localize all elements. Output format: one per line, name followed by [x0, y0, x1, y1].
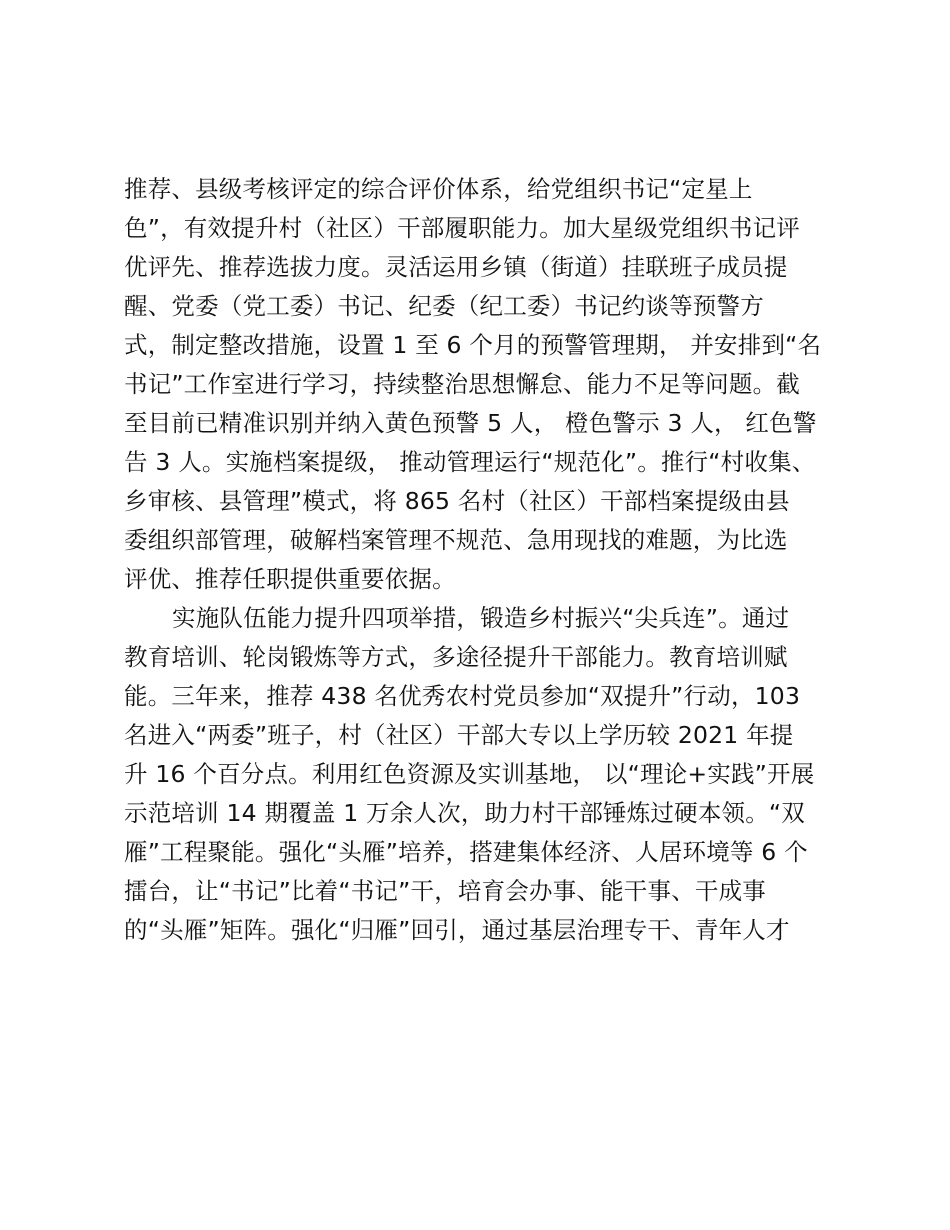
- text-line: 评优、推荐任职提供重要依据。: [124, 565, 456, 593]
- text-line: 色”，有效提升村（社区）干部履职能力。加大星级党组织书记评: [124, 214, 800, 242]
- text-line: 至目前已精准识别并纳入黄色预警 5 人， 橙色警示 3 人， 红色警: [124, 409, 817, 437]
- text-line: 名进入“两委”班子，村（社区）干部大专以上学历较 2021 年提: [124, 721, 794, 749]
- text-line: 告 3 人。实施档案提级， 推动管理运行“规范化”。推行“村收集、: [124, 448, 816, 476]
- text-line: 醒、党委（党工委）书记、纪委（纪工委）书记约谈等预警方: [124, 292, 764, 320]
- text-line: 雁”工程聚能。强化“头雁”培养，搭建集体经济、人居环境等 6 个: [124, 838, 808, 866]
- text-line: 乡审核、县管理”模式，将 865 名村（社区）干部档案提级由县: [124, 487, 790, 515]
- text-line: 委组织部管理，破解档案管理不规范、急用现找的难题，为比选: [124, 526, 788, 554]
- text-line: 擂台，让“书记”比着“书记”干，培育会办事、能干事、干成事: [124, 877, 766, 905]
- text-line: 示范培训 14 期覆盖 1 万余人次，助力村干部锤炼过硬本领。“双: [124, 799, 806, 827]
- text-line: 式，制定整改措施，设置 1 至 6 个月的预警管理期， 并安排到“名: [124, 331, 822, 359]
- document-body: [124, 170, 844, 950]
- text-line: 的“头雁”矩阵。强化“归雁”回引，通过基层治理专干、青年人才: [124, 916, 790, 944]
- paragraph-first-line: 实施队伍能力提升四项举措，锻造乡村振兴“尖兵连”。通过: [172, 604, 790, 632]
- text-line: 能。三年来，推荐 438 名优秀农村党员参加“双提升”行动，103: [124, 682, 801, 710]
- text-line: 教育培训、轮岗锻炼等方式，多途径提升干部能力。教育培训赋: [124, 643, 788, 671]
- text-line: 升 16 个百分点。利用红色资源及实训基地， 以“理论+实践”开展: [124, 760, 815, 788]
- text-line: 书记”工作室进行学习，持续整治思想懈怠、能力不足等问题。截: [124, 370, 800, 398]
- text-line: 推荐、县级考核评定的综合评价体系，给党组织书记“定星上: [124, 175, 753, 203]
- text-line: 优评先、推荐选拔力度。灵活运用乡镇（街道）挂联班子成员提: [124, 253, 788, 281]
